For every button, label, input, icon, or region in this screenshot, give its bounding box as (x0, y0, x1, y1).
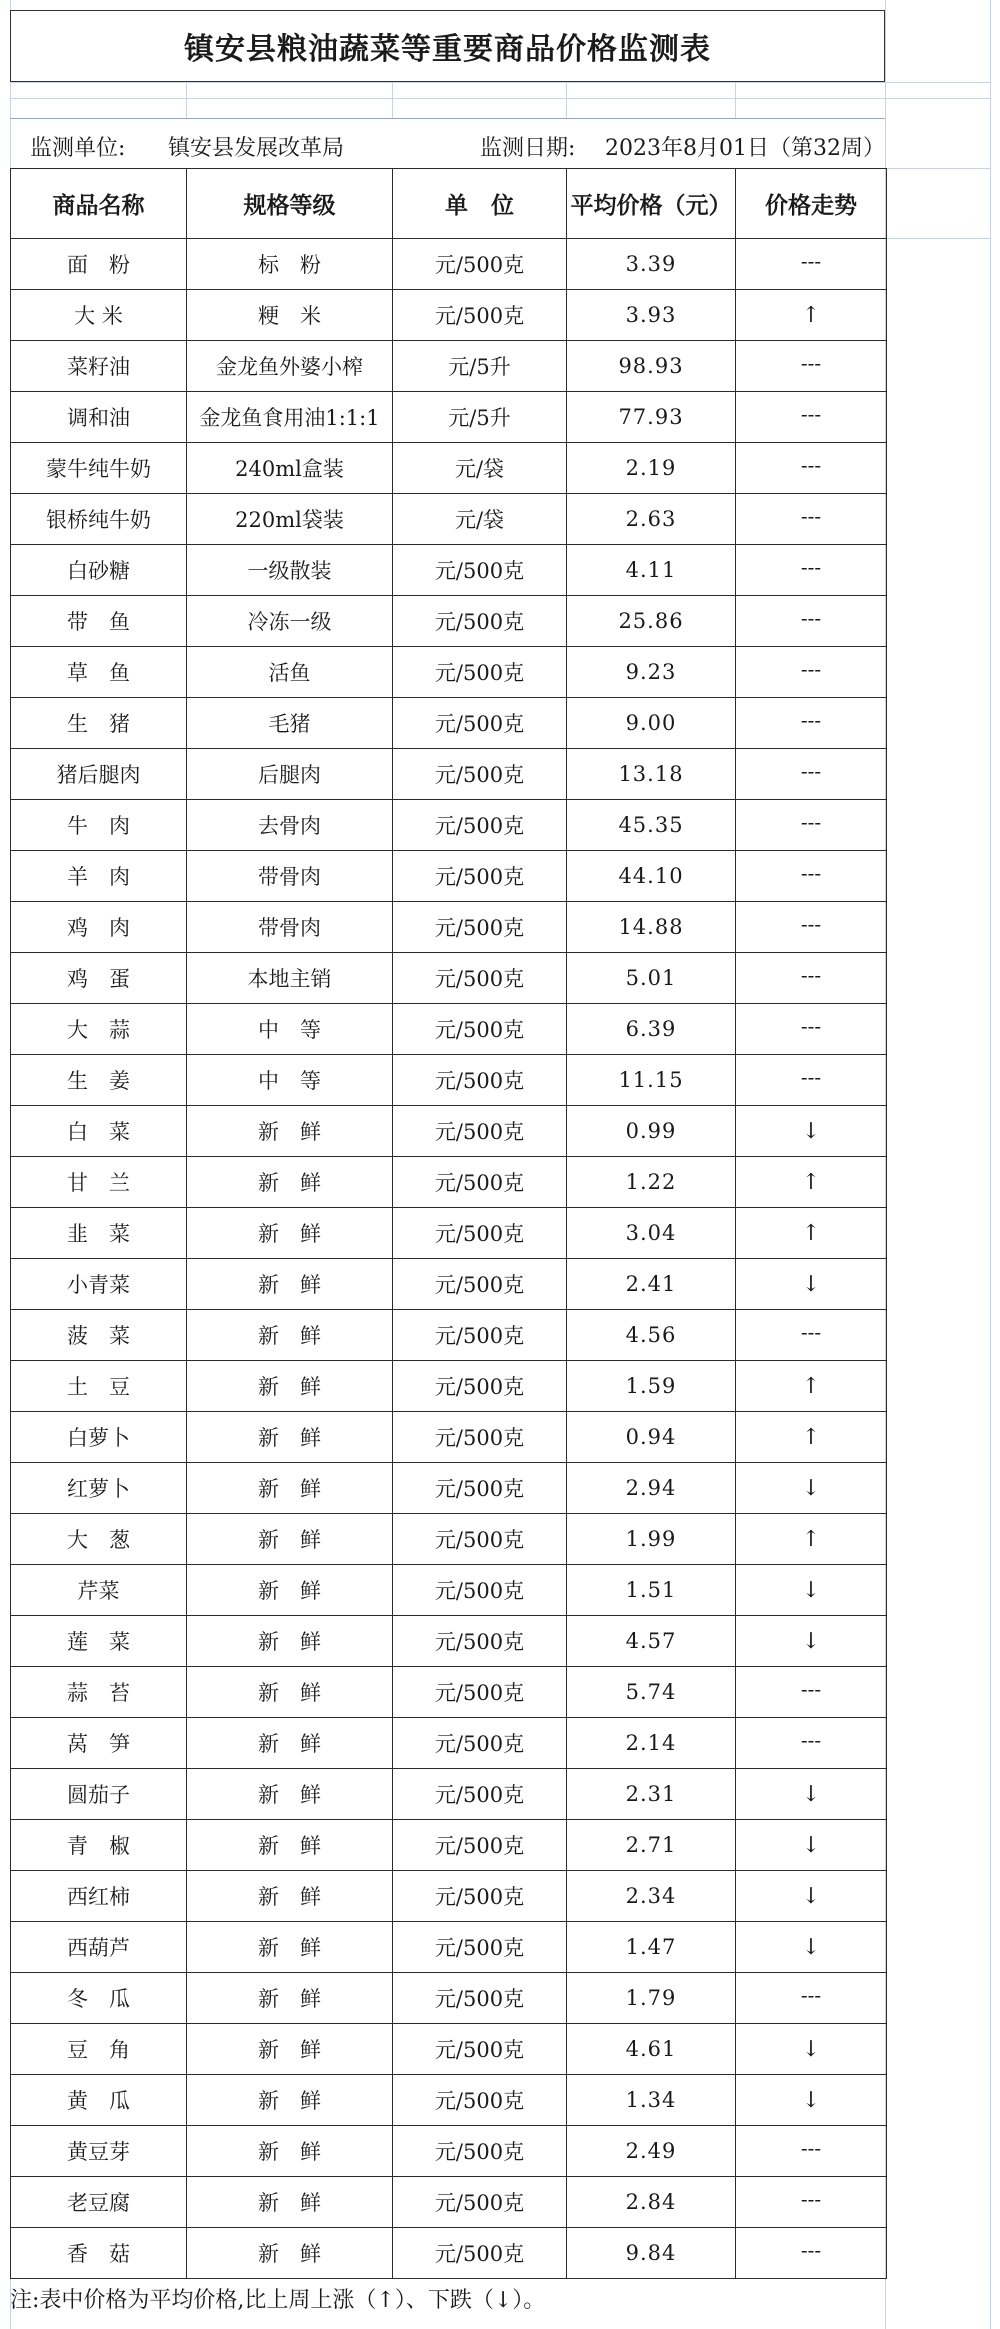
table-row (11, 902, 887, 953)
cell-spec[interactable]: 220ml袋装 (187, 494, 393, 545)
cell-price[interactable]: 44.10 (567, 851, 736, 902)
table-row (11, 1718, 887, 1769)
table-row (11, 2075, 887, 2126)
cell-price[interactable]: 2.31 (567, 1769, 736, 1820)
cell-name[interactable]: 白砂糖 (11, 545, 187, 596)
cell-price[interactable]: 2.19 (567, 443, 736, 494)
cell-spec[interactable]: 标 粉 (187, 239, 393, 290)
cell-unit[interactable]: 元/500克 (393, 2024, 567, 2075)
cell-spec[interactable]: 粳 米 (187, 290, 393, 341)
cell-trend[interactable]: --- (736, 596, 887, 647)
cell-unit[interactable]: 元/500克 (393, 698, 567, 749)
cell-name[interactable]: 西葫芦 (11, 1922, 187, 1973)
cell-unit[interactable]: 元/500克 (393, 1820, 567, 1871)
cell-name[interactable]: 土 豆 (11, 1361, 187, 1412)
table-row (11, 1922, 887, 1973)
cell-trend[interactable]: --- (736, 1973, 887, 2024)
cell-spec[interactable]: 一级散装 (187, 545, 393, 596)
table-row (11, 392, 887, 443)
cell-name[interactable]: 调和油 (11, 392, 187, 443)
cell-trend[interactable]: --- (736, 443, 887, 494)
cell-name[interactable]: 小青菜 (11, 1259, 187, 1310)
cell-price[interactable]: 2.34 (567, 1871, 736, 1922)
cell-name[interactable]: 蒜 苔 (11, 1667, 187, 1718)
table-row (11, 1259, 887, 1310)
header-price[interactable]: 平均价格（元） (567, 169, 736, 239)
cell-price[interactable]: 0.99 (567, 1106, 736, 1157)
cell-trend[interactable]: --- (736, 2228, 887, 2279)
cell-unit[interactable]: 元/500克 (393, 1667, 567, 1718)
cell-name[interactable]: 老豆腐 (11, 2177, 187, 2228)
cell-spec[interactable]: 中 等 (187, 1055, 393, 1106)
gridline (186, 82, 187, 118)
table-header-row (11, 169, 887, 239)
cell-price[interactable]: 9.84 (567, 2228, 736, 2279)
cell-name[interactable]: 莲 菜 (11, 1616, 187, 1667)
page-title: 镇安县粮油蔬菜等重要商品价格监测表 (184, 32, 711, 67)
cell-trend[interactable]: --- (736, 239, 887, 290)
cell-trend[interactable]: ↓ (736, 1820, 887, 1871)
cell-trend[interactable]: ↓ (736, 1565, 887, 1616)
cell-unit[interactable]: 元/5升 (393, 392, 567, 443)
table-row (11, 1616, 887, 1667)
cell-trend[interactable]: --- (736, 1718, 887, 1769)
cell-unit[interactable]: 元/500克 (393, 2075, 567, 2126)
cell-trend[interactable]: --- (736, 851, 887, 902)
title-cell[interactable] (10, 10, 885, 82)
cell-unit[interactable]: 元/500克 (393, 2177, 567, 2228)
cell-trend[interactable]: ↓ (736, 1106, 887, 1157)
cell-price[interactable]: 1.99 (567, 1514, 736, 1565)
cell-price[interactable]: 2.41 (567, 1259, 736, 1310)
cell-name[interactable]: 大 蒜 (11, 1004, 187, 1055)
table-row (11, 1769, 887, 1820)
cell-spec[interactable]: 后腿肉 (187, 749, 393, 800)
cell-unit[interactable]: 元/500克 (393, 800, 567, 851)
cell-price[interactable]: 1.59 (567, 1361, 736, 1412)
cell-unit[interactable]: 元/500克 (393, 1718, 567, 1769)
cell-spec[interactable]: 新 鲜 (187, 1871, 393, 1922)
cell-spec[interactable]: 新 鲜 (187, 1157, 393, 1208)
cell-name[interactable]: 羊 肉 (11, 851, 187, 902)
cell-trend[interactable]: ↑ (736, 1514, 887, 1565)
cell-spec[interactable]: 新 鲜 (187, 1667, 393, 1718)
cell-trend[interactable]: --- (736, 647, 887, 698)
cell-unit[interactable]: 元/500克 (393, 1616, 567, 1667)
table-row (11, 2126, 887, 2177)
cell-unit[interactable]: 元/500克 (393, 1922, 567, 1973)
cell-unit[interactable]: 元/500克 (393, 1055, 567, 1106)
cell-spec[interactable]: 新 鲜 (187, 1208, 393, 1259)
gridline (885, 238, 990, 239)
cell-trend[interactable]: ↓ (736, 1769, 887, 1820)
cell-unit[interactable]: 元/500克 (393, 953, 567, 1004)
cell-spec[interactable]: 中 等 (187, 1004, 393, 1055)
table-row (11, 1412, 887, 1463)
table-row (11, 545, 887, 596)
header-name[interactable]: 商品名称 (11, 169, 187, 239)
table-row (11, 2228, 887, 2279)
cell-spec[interactable]: 新 鲜 (187, 2177, 393, 2228)
cell-spec[interactable]: 新 鲜 (187, 1106, 393, 1157)
cell-name[interactable]: 牛 肉 (11, 800, 187, 851)
cell-unit[interactable]: 元/500克 (393, 1361, 567, 1412)
cell-name[interactable]: 生 姜 (11, 1055, 187, 1106)
table-row (11, 1565, 887, 1616)
table-row (11, 2177, 887, 2228)
cell-unit[interactable]: 元/500克 (393, 1769, 567, 1820)
cell-trend[interactable]: --- (736, 1667, 887, 1718)
cell-spec[interactable]: 新 鲜 (187, 1616, 393, 1667)
cell-unit[interactable]: 元/500克 (393, 1565, 567, 1616)
cell-unit[interactable]: 元/500克 (393, 1157, 567, 1208)
cell-spec[interactable]: 新 鲜 (187, 1259, 393, 1310)
cell-spec[interactable]: 新 鲜 (187, 2126, 393, 2177)
cell-unit[interactable]: 元/500克 (393, 1259, 567, 1310)
cell-price[interactable]: 4.11 (567, 545, 736, 596)
table-row (11, 290, 887, 341)
cell-name[interactable]: 猪后腿肉 (11, 749, 187, 800)
cell-trend[interactable]: --- (736, 1004, 887, 1055)
cell-name[interactable]: 冬 瓜 (11, 1973, 187, 2024)
cell-trend[interactable]: --- (736, 341, 887, 392)
cell-price[interactable]: 45.35 (567, 800, 736, 851)
cell-name[interactable]: 香 菇 (11, 2228, 187, 2279)
cell-unit[interactable]: 元/500克 (393, 239, 567, 290)
cell-trend[interactable]: ↓ (736, 1463, 887, 1514)
cell-name[interactable]: 豆 角 (11, 2024, 187, 2075)
table-row (11, 1106, 887, 1157)
header-unit[interactable]: 单 位 (393, 169, 567, 239)
table-row (11, 1157, 887, 1208)
cell-price[interactable]: 9.00 (567, 698, 736, 749)
cell-unit[interactable]: 元/500克 (393, 2228, 567, 2279)
cell-spec[interactable]: 新 鲜 (187, 1361, 393, 1412)
cell-spec[interactable]: 带骨肉 (187, 851, 393, 902)
cell-name[interactable]: 带 鱼 (11, 596, 187, 647)
cell-trend[interactable]: ↓ (736, 2075, 887, 2126)
cell-price[interactable]: 2.94 (567, 1463, 736, 1514)
cell-unit[interactable]: 元/500克 (393, 545, 567, 596)
cell-price[interactable]: 1.79 (567, 1973, 736, 2024)
table-row (11, 596, 887, 647)
cell-price[interactable]: 13.18 (567, 749, 736, 800)
cell-name[interactable]: 甘 兰 (11, 1157, 187, 1208)
cell-trend[interactable]: --- (736, 953, 887, 1004)
cell-spec[interactable]: 新 鲜 (187, 1769, 393, 1820)
cell-spec[interactable]: 活鱼 (187, 647, 393, 698)
table-row (11, 1208, 887, 1259)
monitor-date-label: 监测日期: (480, 136, 576, 161)
cell-unit[interactable]: 元/500克 (393, 1973, 567, 2024)
cell-trend[interactable]: --- (736, 902, 887, 953)
cell-name[interactable]: 银桥纯牛奶 (11, 494, 187, 545)
cell-spec[interactable]: 带骨肉 (187, 902, 393, 953)
cell-name[interactable]: 菜籽油 (11, 341, 187, 392)
cell-unit[interactable]: 元/500克 (393, 749, 567, 800)
info-row (10, 118, 885, 168)
cell-price[interactable]: 1.34 (567, 2075, 736, 2126)
cell-spec[interactable]: 新 鲜 (187, 1565, 393, 1616)
cell-spec[interactable]: 冷冻一级 (187, 596, 393, 647)
cell-name[interactable]: 红萝卜 (11, 1463, 187, 1514)
table-row (11, 1973, 887, 2024)
cell-unit[interactable]: 元/500克 (393, 1208, 567, 1259)
cell-unit[interactable]: 元/500克 (393, 1004, 567, 1055)
table-row (11, 1871, 887, 1922)
table-row (11, 1514, 887, 1565)
cell-price[interactable]: 3.39 (567, 239, 736, 290)
cell-trend[interactable]: ↑ (736, 1157, 887, 1208)
cell-name[interactable]: 西红柿 (11, 1871, 187, 1922)
cell-price[interactable]: 2.49 (567, 2126, 736, 2177)
cell-spec[interactable]: 新 鲜 (187, 2075, 393, 2126)
cell-trend[interactable]: ↓ (736, 2024, 887, 2075)
cell-trend[interactable]: ↑ (736, 1361, 887, 1412)
cell-trend[interactable]: ↑ (736, 1412, 887, 1463)
cell-name[interactable]: 黄豆芽 (11, 2126, 187, 2177)
cell-price[interactable]: 1.51 (567, 1565, 736, 1616)
cell-name[interactable]: 生 猪 (11, 698, 187, 749)
cell-trend[interactable]: --- (736, 2177, 887, 2228)
cell-spec[interactable]: 金龙鱼外婆小榨 (187, 341, 393, 392)
cell-trend[interactable]: --- (736, 1310, 887, 1361)
cell-unit[interactable]: 元/5升 (393, 341, 567, 392)
cell-price[interactable]: 2.71 (567, 1820, 736, 1871)
table-row (11, 341, 887, 392)
table-row (11, 443, 887, 494)
cell-trend[interactable]: --- (736, 2126, 887, 2177)
cell-unit[interactable]: 元/500克 (393, 1514, 567, 1565)
cell-name[interactable]: 韭 菜 (11, 1208, 187, 1259)
cell-price[interactable]: 4.61 (567, 2024, 736, 2075)
gridline (990, 0, 991, 2329)
cell-name[interactable]: 鸡 肉 (11, 902, 187, 953)
table-body (11, 239, 887, 2279)
gridline (735, 82, 736, 118)
cell-price[interactable]: 14.88 (567, 902, 736, 953)
cell-price[interactable]: 9.23 (567, 647, 736, 698)
cell-unit[interactable]: 元/500克 (393, 1106, 567, 1157)
cell-unit[interactable]: 元/500克 (393, 851, 567, 902)
cell-name[interactable]: 大 米 (11, 290, 187, 341)
cell-spec[interactable]: 新 鲜 (187, 2228, 393, 2279)
table-row (11, 239, 887, 290)
cell-price[interactable]: 4.56 (567, 1310, 736, 1361)
table-row (11, 749, 887, 800)
cell-unit[interactable]: 元/500克 (393, 2126, 567, 2177)
cell-name[interactable]: 白 菜 (11, 1106, 187, 1157)
cell-trend[interactable]: --- (736, 545, 887, 596)
cell-name[interactable]: 蒙牛纯牛奶 (11, 443, 187, 494)
cell-trend[interactable]: --- (736, 392, 887, 443)
cell-unit[interactable]: 元/袋 (393, 443, 567, 494)
table-row (11, 953, 887, 1004)
cell-price[interactable]: 1.47 (567, 1922, 736, 1973)
footnote: 注:表中价格为平均价格,比上周上涨（↑）、下跌（↓）。 (10, 2288, 546, 2313)
cell-price[interactable]: 2.63 (567, 494, 736, 545)
table-row (11, 851, 887, 902)
gridline (10, 98, 990, 99)
cell-price[interactable]: 0.94 (567, 1412, 736, 1463)
monitor-unit-value: 镇安县发展改革局 (168, 136, 345, 161)
cell-spec[interactable]: 新 鲜 (187, 1310, 393, 1361)
cell-name[interactable]: 白萝卜 (11, 1412, 187, 1463)
table-row (11, 1004, 887, 1055)
table-row (11, 1667, 887, 1718)
cell-price[interactable]: 77.93 (567, 392, 736, 443)
cell-spec[interactable]: 金龙鱼食用油1:1:1 (187, 392, 393, 443)
cell-spec[interactable]: 毛猪 (187, 698, 393, 749)
cell-spec[interactable]: 新 鲜 (187, 1973, 393, 2024)
cell-price[interactable]: 3.93 (567, 290, 736, 341)
gridline (10, 82, 990, 83)
cell-trend[interactable]: ↓ (736, 1259, 887, 1310)
gridline (885, 168, 990, 169)
price-table (10, 168, 887, 2279)
cell-unit[interactable]: 元/500克 (393, 1463, 567, 1514)
cell-name[interactable]: 青 椒 (11, 1820, 187, 1871)
cell-unit[interactable]: 元/500克 (393, 902, 567, 953)
cell-name[interactable]: 黄 瓜 (11, 2075, 187, 2126)
cell-price[interactable]: 2.14 (567, 1718, 736, 1769)
cell-trend[interactable]: --- (736, 698, 887, 749)
table-row (11, 2024, 887, 2075)
cell-trend[interactable]: ↑ (736, 290, 887, 341)
header-spec[interactable]: 规格等级 (187, 169, 393, 239)
cell-trend[interactable]: ↓ (736, 1922, 887, 1973)
monitor-date-value: 2023年8月01日（第32周） (605, 136, 885, 161)
gridline (566, 82, 567, 118)
table-row (11, 1463, 887, 1514)
cell-price[interactable]: 98.93 (567, 341, 736, 392)
cell-spec[interactable]: 本地主销 (187, 953, 393, 1004)
table-row (11, 800, 887, 851)
cell-unit[interactable]: 元/500克 (393, 1310, 567, 1361)
cell-spec[interactable]: 新 鲜 (187, 1718, 393, 1769)
cell-name[interactable]: 圆茄子 (11, 1769, 187, 1820)
header-trend[interactable]: 价格走势 (736, 169, 887, 239)
cell-spec[interactable]: 新 鲜 (187, 1922, 393, 1973)
cell-unit[interactable]: 元/500克 (393, 596, 567, 647)
cell-price[interactable]: 5.01 (567, 953, 736, 1004)
cell-price[interactable]: 2.84 (567, 2177, 736, 2228)
cell-unit[interactable]: 元/袋 (393, 494, 567, 545)
cell-trend[interactable]: --- (736, 494, 887, 545)
cell-spec[interactable]: 240ml盒装 (187, 443, 393, 494)
cell-name[interactable]: 大 葱 (11, 1514, 187, 1565)
cell-price[interactable]: 25.86 (567, 596, 736, 647)
table-row (11, 494, 887, 545)
cell-price[interactable]: 5.74 (567, 1667, 736, 1718)
cell-spec[interactable]: 新 鲜 (187, 1412, 393, 1463)
table-row (11, 698, 887, 749)
cell-price[interactable]: 6.39 (567, 1004, 736, 1055)
table-row (11, 1055, 887, 1106)
cell-unit[interactable]: 元/500克 (393, 290, 567, 341)
cell-price[interactable]: 11.15 (567, 1055, 736, 1106)
cell-price[interactable]: 3.04 (567, 1208, 736, 1259)
cell-spec[interactable]: 去骨肉 (187, 800, 393, 851)
cell-price[interactable]: 4.57 (567, 1616, 736, 1667)
cell-unit[interactable]: 元/500克 (393, 1412, 567, 1463)
monitor-unit-label: 监测单位: (30, 136, 126, 161)
cell-spec[interactable]: 新 鲜 (187, 1820, 393, 1871)
cell-spec[interactable]: 新 鲜 (187, 2024, 393, 2075)
cell-name[interactable]: 芹菜 (11, 1565, 187, 1616)
cell-name[interactable]: 鸡 蛋 (11, 953, 187, 1004)
cell-trend[interactable]: --- (736, 800, 887, 851)
table-row (11, 647, 887, 698)
cell-spec[interactable]: 新 鲜 (187, 1463, 393, 1514)
cell-spec[interactable]: 新 鲜 (187, 1514, 393, 1565)
table-row (11, 1820, 887, 1871)
table-row (11, 1361, 887, 1412)
cell-trend[interactable]: ↓ (736, 1871, 887, 1922)
cell-trend[interactable]: ↑ (736, 1208, 887, 1259)
cell-name[interactable]: 菠 菜 (11, 1310, 187, 1361)
cell-name[interactable]: 草 鱼 (11, 647, 187, 698)
cell-price[interactable]: 1.22 (567, 1157, 736, 1208)
cell-trend[interactable]: --- (736, 1055, 887, 1106)
cell-unit[interactable]: 元/500克 (393, 1871, 567, 1922)
cell-trend[interactable]: ↓ (736, 1616, 887, 1667)
cell-name[interactable]: 莴 笋 (11, 1718, 187, 1769)
cell-unit[interactable]: 元/500克 (393, 647, 567, 698)
cell-trend[interactable]: --- (736, 749, 887, 800)
table-row (11, 1310, 887, 1361)
gridline (392, 82, 393, 118)
cell-name[interactable]: 面 粉 (11, 239, 187, 290)
